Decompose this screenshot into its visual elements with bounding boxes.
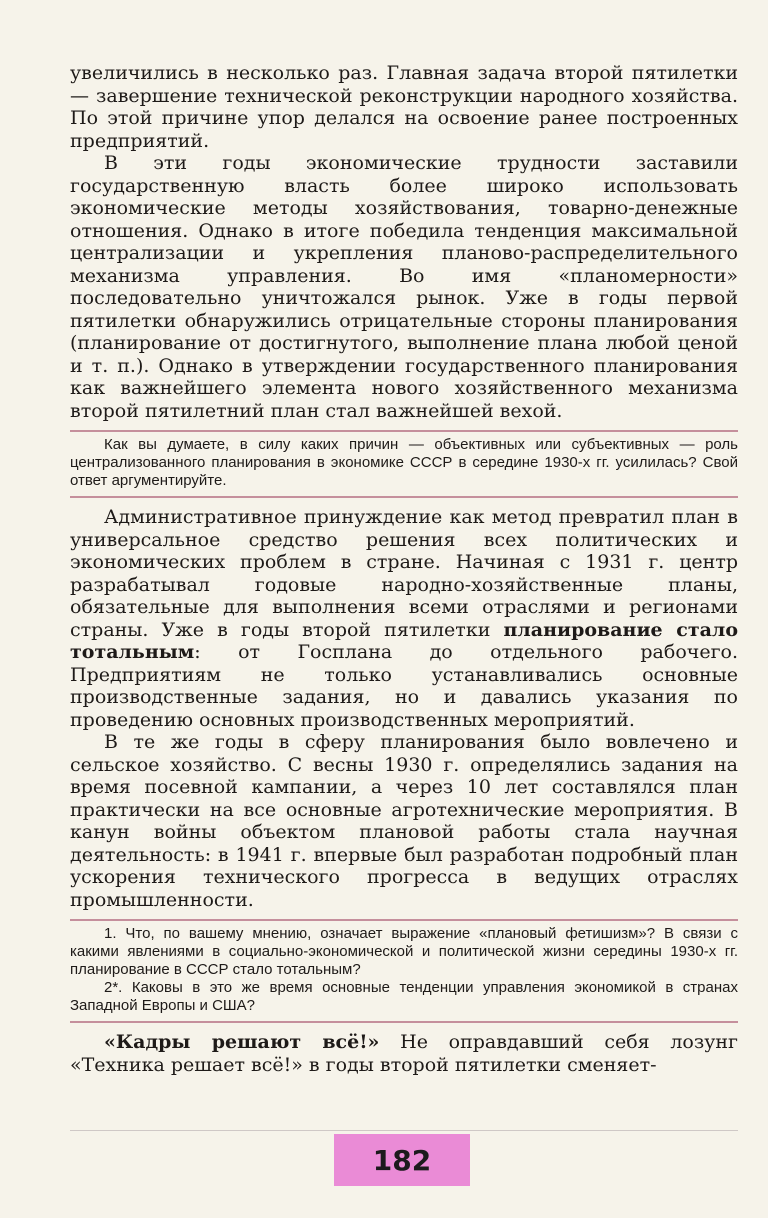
- paragraph-5-end: Не оправдавший себя лозунг «Техника решает всё!» в годы второй пятилетки сменяет-: [70, 1031, 738, 1076]
- question-3: 2*. Каковы в это же время основные тенденции управления экономикой в странах Западной Европы и США?: [70, 979, 738, 1014]
- page-content: [70, 62, 738, 1076]
- paragraph-4: В те же годы в сферу планирования было вовлечено и сельское хозяйство. С весны 1930 г. определялись задания на время посевной кампании, а через 10 лет составлялся план практически на все основные агротехнические мероприятия. В канун войны объектом плановой работы стала научная деятельность: в 1941 г. впервые был разработан подробный план ускорения технического прогресса в ведущих отраслях промышленности.: [70, 731, 738, 911]
- paragraph-3-start: Административное принуждение как метод превратил план в универсальное средство решения всех политических и экономических проблем в стране. Начиная с 1931 г. центр разрабатывал годовые народно-хозяйственные планы, обязательные для выполнения всеми отраслями и регионами страны. Уже в годы второй пятилетки: [70, 506, 738, 641]
- question-box-2: [70, 919, 738, 1023]
- paragraph-2: В эти годы экономические трудности заставили государственную власть более широко использовать экономические методы хозяйствования, товарно-денежные отношения. Однако в итоге победила тенденция максимальной централизации и укрепления планово-распределительного механизма управления. Во имя «планомерности» последовательно уничтожался рынок. Уже в годы первой пятилетки обнаружились отрицательные стороны планирования (планирование от достигнутого, выполнение плана любой ценой и т. п.). Однако в утверждении государственного планирования как важнейшего элемента нового хозяйственного механизма второй пятилетний план стал важнейшей вехой.: [70, 152, 738, 422]
- paragraph-5-bold: «Кадры решают всё!»: [104, 1031, 380, 1053]
- paragraph-5: [70, 1031, 738, 1076]
- footer-divider: [70, 1130, 738, 1131]
- page-number: 182: [334, 1134, 470, 1186]
- paragraph-3-bold: планирование стало тотальным: [70, 618, 739, 663]
- question-2: 1. Что, по вашему мнению, означает выражение «плановый фетишизм»? В связи с какими явлениями в социально-экономической и политической жизни середины 1930-х гг. планирование в СССР стало тотальным?: [70, 925, 738, 978]
- question-box-1: [70, 430, 738, 498]
- paragraph-3: [70, 506, 738, 731]
- paragraph-1: увеличились в несколько раз. Главная задача второй пятилетки — завершение технической реконструкции народного хозяйства. По этой причине упор делался на освоение ранее построенных предприятий.: [70, 62, 738, 152]
- paragraph-3-end: : от Госплана до отдельного рабочего. Предприятиям не только устанавливались основные производственные задания, но и давались указания по проведению основных производственных мероприятий.: [70, 641, 738, 731]
- question-1: Как вы думаете, в силу каких причин — объективных или субъективных — роль централизованного планирования в экономике СССР в середине 1930-х гг. усилилась? Свой ответ аргументируйте.: [70, 436, 738, 489]
